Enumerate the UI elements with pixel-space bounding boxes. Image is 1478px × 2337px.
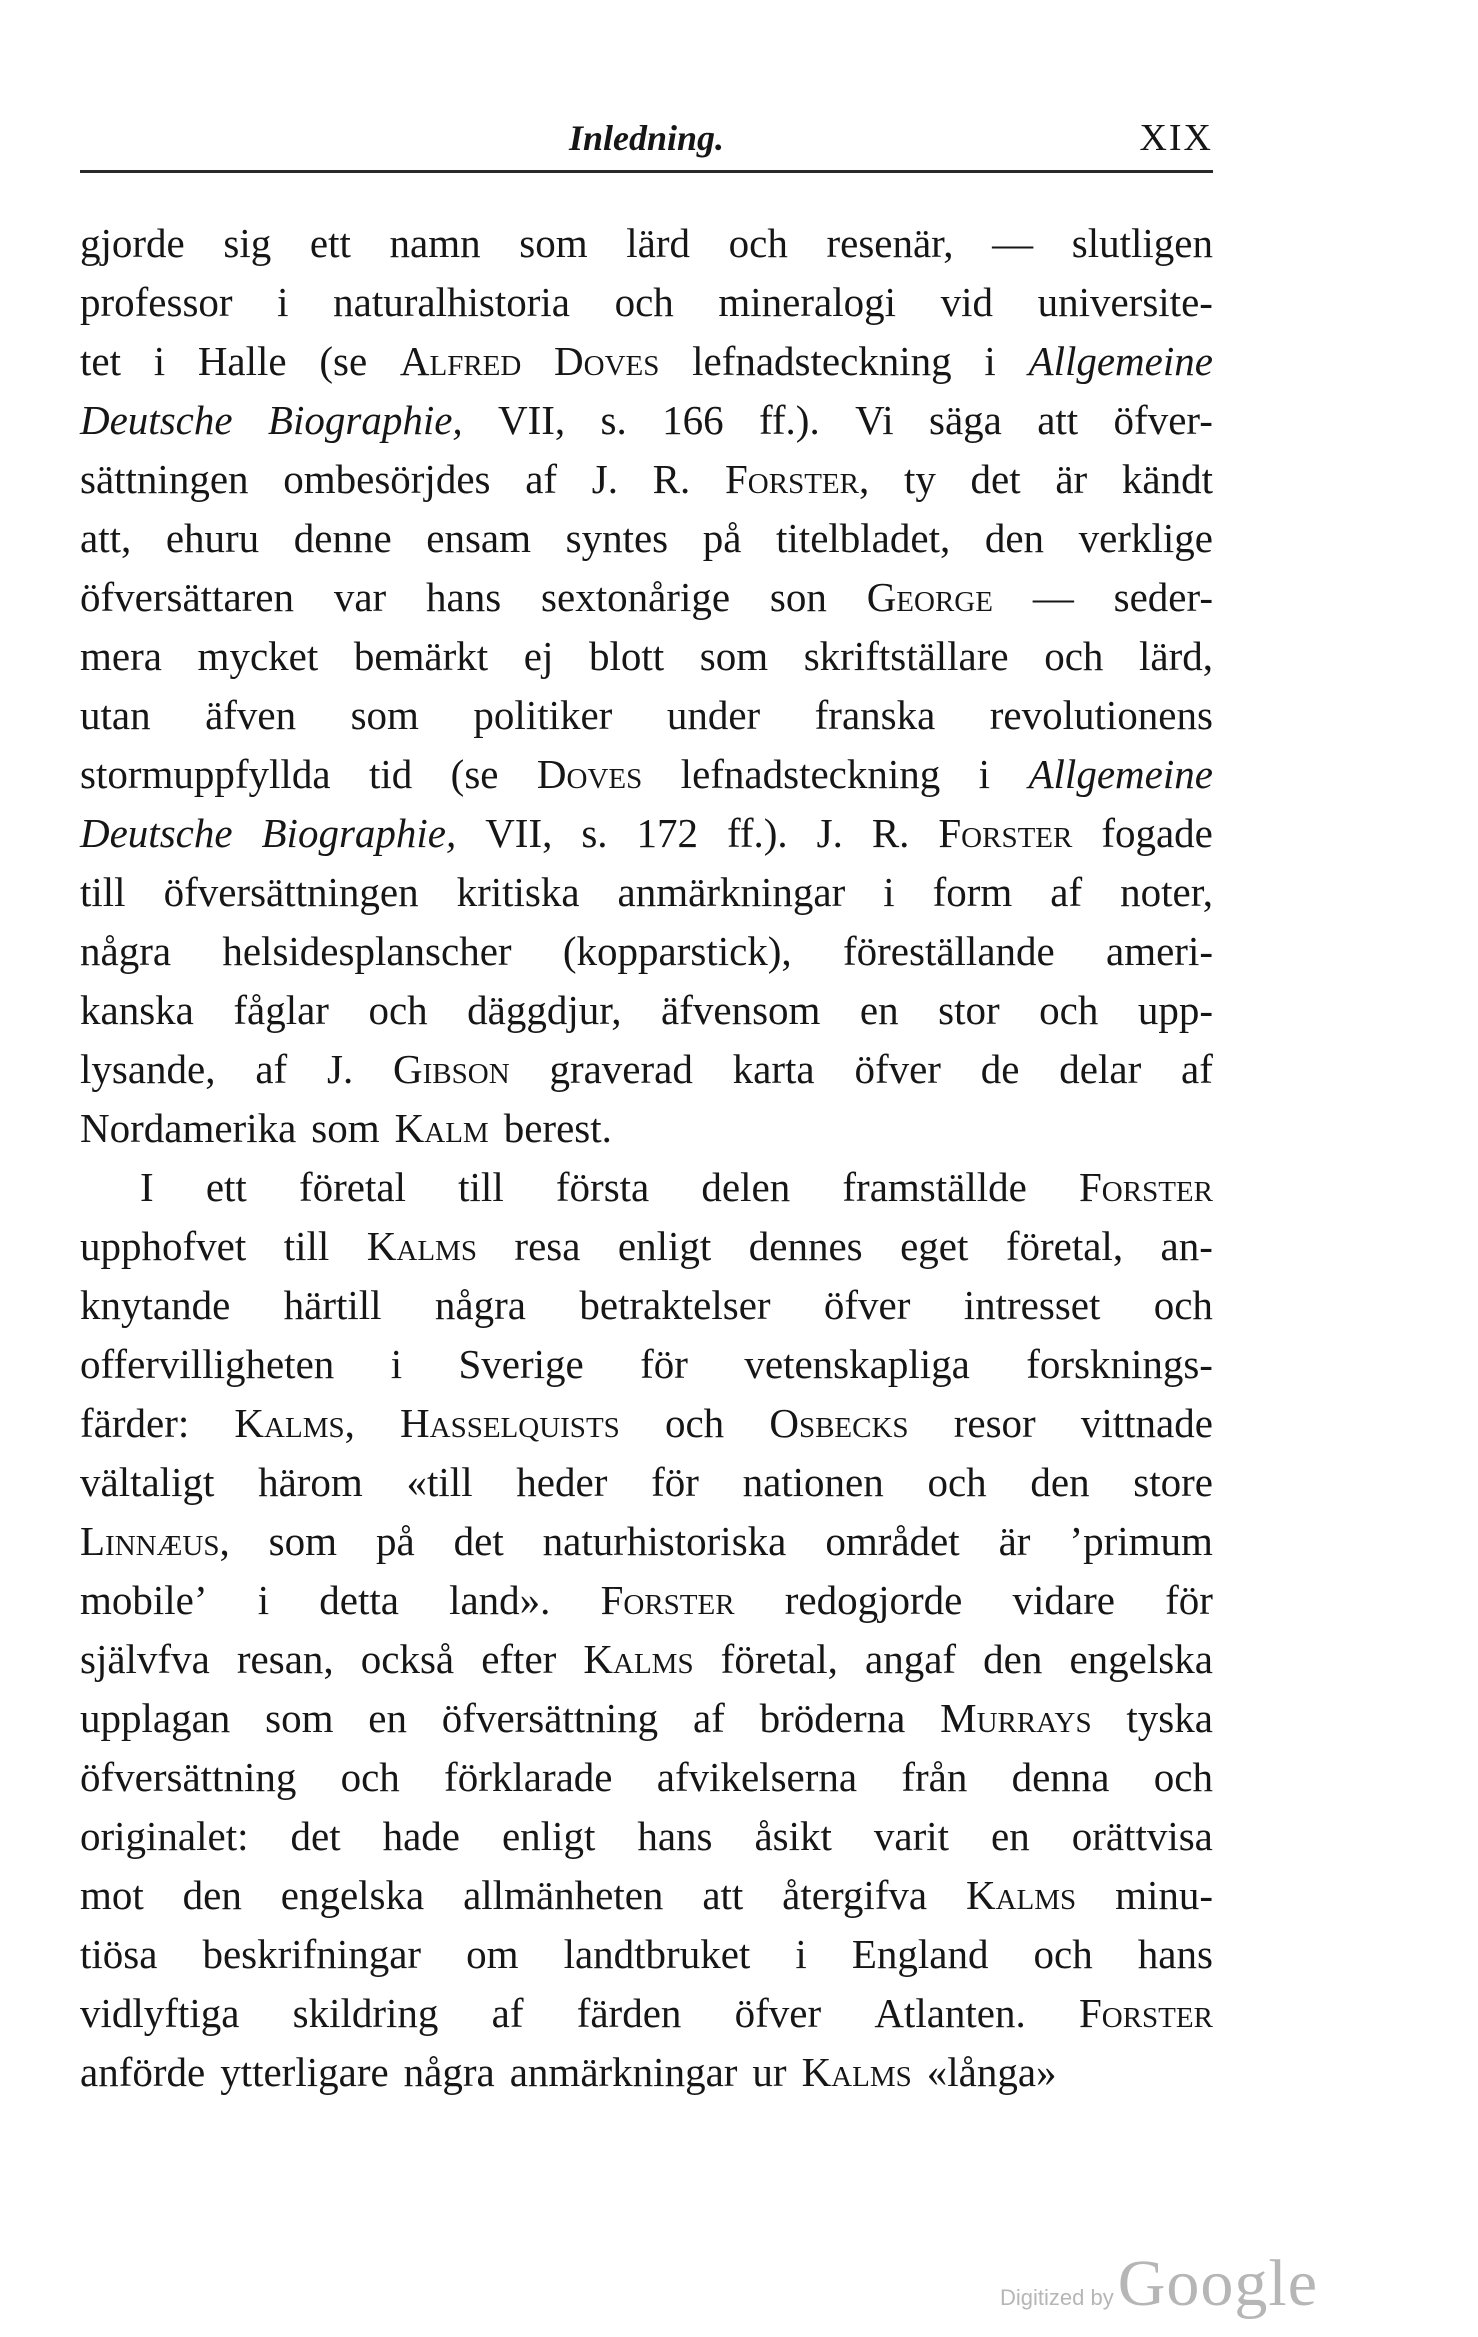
word: vetenskapliga — [744, 1341, 970, 1387]
text-line — [80, 1925, 1213, 1984]
word: Kalms — [966, 1872, 1077, 1918]
word: öfver- — [1113, 397, 1213, 443]
word: ett — [309, 220, 351, 266]
word: vittnade — [1080, 1400, 1213, 1446]
word: ’primum — [1069, 1518, 1213, 1564]
word: Alfred — [399, 338, 522, 384]
word: några — [80, 928, 172, 974]
text-line — [80, 1394, 1213, 1453]
word: området — [825, 1518, 960, 1564]
word: vidare — [1012, 1577, 1115, 1623]
word: engelska — [280, 1872, 425, 1918]
word: beskrifningar — [202, 1931, 422, 1977]
word: föreställande — [842, 928, 1055, 974]
word: och — [1039, 987, 1099, 1033]
word: upplagan — [80, 1695, 231, 1741]
word: mineralogi — [718, 279, 896, 325]
word: en — [368, 1695, 407, 1741]
word: eget — [900, 1223, 969, 1269]
word: (se — [319, 338, 368, 384]
word: professor — [80, 279, 233, 325]
text-line — [80, 627, 1213, 686]
word: Allgemeine — [1028, 751, 1213, 797]
word: son — [769, 574, 827, 620]
word: stormuppfyllda — [80, 751, 331, 797]
word: förklarade — [444, 1754, 613, 1800]
word: af — [491, 1990, 524, 2036]
word: originalet: — [80, 1813, 249, 1859]
word: kändt — [1121, 456, 1213, 502]
word: knytande — [80, 1282, 231, 1328]
word: utan — [80, 692, 151, 738]
word: denne — [293, 515, 392, 561]
word: från — [901, 1754, 968, 1800]
word: fåglar — [233, 987, 329, 1033]
word: VII, — [498, 397, 566, 443]
word: Doves — [554, 338, 660, 384]
text-line — [80, 1571, 1213, 1630]
word: denna — [1011, 1754, 1110, 1800]
word: till — [80, 869, 126, 915]
word: af — [525, 456, 558, 502]
word: Kalms — [366, 1223, 477, 1269]
word: tiösa — [80, 1931, 158, 1977]
word: s. — [581, 810, 608, 856]
word: säga — [928, 397, 1002, 443]
word: en — [991, 1813, 1030, 1859]
word: R. — [871, 810, 910, 856]
word: hans — [426, 574, 502, 620]
word: och — [368, 987, 428, 1033]
word: af — [1050, 869, 1083, 915]
text-line — [80, 332, 1213, 391]
word: 172 — [636, 810, 698, 856]
word: af — [1181, 1046, 1213, 1092]
word: öfver — [823, 1282, 911, 1328]
word: är — [1055, 456, 1088, 502]
word: sättningen — [80, 456, 249, 502]
word: hans — [637, 1813, 713, 1859]
word: anförde — [80, 2049, 206, 2095]
word: form — [932, 869, 1013, 915]
word: resor — [953, 1400, 1036, 1446]
text-line — [80, 450, 1213, 509]
word: härtill — [283, 1282, 382, 1328]
word: i — [257, 1577, 270, 1623]
word: om — [466, 1931, 519, 1977]
word: Biographie, — [261, 810, 457, 856]
word: store — [1133, 1459, 1213, 1505]
word: Murrays — [940, 1695, 1092, 1741]
word: i — [153, 338, 166, 384]
text-line — [80, 804, 1213, 863]
watermark-prefix: Digitized by — [1000, 2285, 1114, 2310]
word: också — [360, 1636, 455, 1682]
digitized-watermark — [1000, 2246, 1318, 2322]
word: till — [458, 1164, 504, 1210]
word: «till — [406, 1459, 473, 1505]
word: de — [980, 1046, 1020, 1092]
word: seder- — [1113, 574, 1213, 620]
google-logo: Google — [1117, 2247, 1319, 2320]
text-line — [80, 568, 1213, 627]
word: s. — [600, 397, 627, 443]
word: I — [140, 1164, 154, 1210]
word: den — [984, 515, 1045, 561]
text-line — [80, 273, 1213, 332]
word: Deutsche — [80, 397, 233, 443]
word: som — [699, 633, 769, 679]
word: bröderna — [759, 1695, 906, 1741]
word: revolutionens — [989, 692, 1213, 738]
word: af — [255, 1046, 288, 1092]
word: bemärkt — [353, 633, 489, 679]
word: anmärkningar — [509, 2049, 738, 2095]
text-line — [80, 214, 1213, 273]
text-line — [80, 509, 1213, 568]
word: lefnadsteckning — [680, 751, 941, 797]
word: sig — [223, 220, 272, 266]
word: syntes — [565, 515, 669, 561]
word: för — [1165, 1577, 1213, 1623]
word: kanska — [80, 987, 194, 1033]
word: några — [403, 2049, 495, 2095]
word: som — [519, 220, 588, 266]
word: återgifva — [782, 1872, 928, 1918]
word: däggdjur, — [467, 987, 622, 1033]
word: J. — [591, 456, 618, 502]
word: i — [978, 751, 991, 797]
word: ensam — [426, 515, 532, 561]
word: skildring — [292, 1990, 439, 2036]
running-title: Inledning. — [568, 118, 725, 158]
word: Osbecks — [769, 1400, 909, 1446]
word: R. — [652, 456, 691, 502]
word: några — [434, 1282, 526, 1328]
word: resa — [514, 1223, 581, 1269]
word: att — [1037, 397, 1079, 443]
word: mot — [80, 1872, 144, 1918]
word: efter — [481, 1636, 557, 1682]
word: den — [983, 1636, 1043, 1682]
word: landtbruket — [563, 1931, 751, 1977]
word: Nordamerika — [80, 1105, 297, 1151]
word: Atlanten. — [874, 1990, 1026, 2036]
word: dennes — [748, 1223, 863, 1269]
word: och — [927, 1459, 987, 1505]
word: och — [1153, 1282, 1213, 1328]
word: vidlyftiga — [80, 1990, 240, 2036]
word: detta — [319, 1577, 399, 1623]
text-line — [80, 1099, 1213, 1158]
word: ty — [903, 456, 936, 502]
word: härom — [258, 1459, 363, 1505]
text-line — [80, 1335, 1213, 1394]
word: öfversättning — [80, 1754, 297, 1800]
word: (kopparstick), — [562, 928, 792, 974]
word: namn — [389, 220, 481, 266]
word: i — [795, 1931, 807, 1977]
word: upphofvet — [80, 1223, 247, 1269]
word: ett — [205, 1164, 247, 1210]
word: Gibson — [393, 1046, 510, 1092]
word: England — [851, 1931, 989, 1977]
word: Deutsche — [80, 810, 233, 856]
word: Vi — [855, 397, 894, 443]
word: naturhistoriska — [542, 1518, 787, 1564]
word: Sverige — [458, 1341, 584, 1387]
word: tid — [368, 751, 413, 797]
page-header — [80, 112, 1213, 172]
word: i — [390, 1341, 403, 1387]
word: Forster, — [724, 456, 870, 502]
word: betraktelser — [579, 1282, 771, 1328]
word: lärd, — [1139, 633, 1213, 679]
word: framställde — [842, 1164, 1027, 1210]
word: att, — [80, 515, 132, 561]
word: på — [375, 1518, 415, 1564]
word: Allgemeine — [1028, 338, 1213, 384]
word: mobile’ — [80, 1577, 208, 1623]
word: Kalms — [583, 1636, 694, 1682]
word: i — [883, 869, 895, 915]
word: öfversättaren — [80, 574, 294, 620]
word: varit — [873, 1813, 950, 1859]
word: enligt — [501, 1813, 596, 1859]
word: det — [290, 1813, 341, 1859]
word: för — [640, 1341, 688, 1387]
word: verklige — [1078, 515, 1213, 561]
word: Halle — [197, 338, 287, 384]
word: blott — [588, 633, 665, 679]
word: äfvensom — [661, 987, 821, 1033]
word: mycket — [197, 633, 319, 679]
word: offervilligheten — [80, 1341, 335, 1387]
word: kritiska — [456, 869, 580, 915]
word: intresset — [963, 1282, 1101, 1328]
text-line — [80, 1453, 1213, 1512]
word: öfversättningen — [163, 869, 419, 915]
word: på — [702, 515, 742, 561]
text-line — [80, 1866, 1213, 1925]
word: Biographie, — [267, 397, 463, 443]
word: vältaligt — [80, 1459, 215, 1505]
word: allmänheten — [463, 1872, 664, 1918]
word: Forster — [600, 1577, 735, 1623]
word: vid — [940, 279, 993, 325]
text-line — [80, 1748, 1213, 1807]
word: och — [1033, 1931, 1093, 1977]
word: graverad — [549, 1046, 693, 1092]
word: som — [265, 1695, 334, 1741]
word: det — [970, 456, 1021, 502]
word: åsikt — [754, 1813, 832, 1859]
word: det — [453, 1518, 504, 1564]
word: delar — [1059, 1046, 1142, 1092]
word: George — [866, 574, 993, 620]
word: afvikelserna — [656, 1754, 858, 1800]
word: i — [984, 338, 996, 384]
text-line — [80, 1807, 1213, 1866]
word: Forster — [1078, 1164, 1213, 1210]
word: ombesörjdes — [283, 456, 491, 502]
word: fogade — [1101, 810, 1213, 856]
word: — — [1032, 574, 1074, 620]
word: slutligen — [1071, 220, 1213, 266]
word: var — [333, 574, 387, 620]
word: anmärkningar — [617, 869, 846, 915]
text-line — [80, 2043, 1213, 2102]
word: Kalms — [801, 2049, 912, 2095]
word: öfver — [854, 1046, 941, 1092]
word: öfversättning — [441, 1695, 659, 1741]
word: berest. — [503, 1105, 612, 1151]
word: den — [1030, 1459, 1090, 1505]
word: och — [1153, 1754, 1213, 1800]
word: att — [702, 1872, 744, 1918]
word: färden — [576, 1990, 682, 2036]
word: karta — [732, 1046, 815, 1092]
word: VII, — [485, 810, 553, 856]
word: angaf — [865, 1636, 957, 1682]
word: ur — [752, 2049, 787, 2095]
word: lärd — [626, 220, 690, 266]
word: som — [350, 692, 419, 738]
word: för — [651, 1459, 699, 1505]
word: ehuru — [165, 515, 260, 561]
word: helsidesplanscher — [222, 928, 512, 974]
text-line — [80, 1689, 1213, 1748]
word: öfver — [734, 1990, 822, 2036]
word: Doves — [536, 751, 643, 797]
word: Hasselquists — [400, 1400, 620, 1446]
word: upp- — [1137, 987, 1213, 1033]
word: stor — [938, 987, 1000, 1033]
text-line — [80, 1512, 1213, 1571]
text-line — [80, 1040, 1213, 1099]
word: naturalhistoria — [333, 279, 570, 325]
header-rule — [80, 170, 1213, 173]
word: som — [311, 1105, 380, 1151]
word: och — [1044, 633, 1104, 679]
text-line — [80, 686, 1213, 745]
word: gjorde — [80, 220, 185, 266]
word: titelbladet, — [776, 515, 951, 561]
word: och — [664, 1400, 725, 1446]
word: till — [283, 1223, 330, 1269]
word: företal, — [720, 1636, 838, 1682]
word: den — [182, 1872, 242, 1918]
text-line — [80, 1630, 1213, 1689]
word: ameri- — [1106, 928, 1213, 974]
word: Forster — [1078, 1990, 1213, 2036]
word: minu- — [1115, 1872, 1213, 1918]
word: första — [555, 1164, 650, 1210]
word: lefnadsteckning — [692, 338, 952, 384]
word: färder: — [80, 1400, 190, 1446]
word: företal — [298, 1164, 406, 1210]
text-line — [80, 863, 1213, 922]
word: delen — [701, 1164, 791, 1210]
word: som — [268, 1518, 338, 1564]
word: ff.). — [758, 397, 820, 443]
word: af — [692, 1695, 725, 1741]
word: i — [277, 279, 289, 325]
body-text — [80, 214, 1213, 2102]
text-line — [80, 745, 1213, 804]
word: är — [998, 1518, 1031, 1564]
word: mera — [80, 633, 162, 679]
word: J. — [816, 810, 843, 856]
text-line — [80, 922, 1213, 981]
word: under — [666, 692, 761, 738]
word: Linnæus, — [80, 1518, 230, 1564]
word: engelska — [1069, 1636, 1213, 1682]
word: redogjorde — [784, 1577, 963, 1623]
word: skriftställare — [803, 633, 1009, 679]
word: an- — [1160, 1223, 1213, 1269]
text-line — [80, 1217, 1213, 1276]
word: land». — [449, 1577, 551, 1623]
word: äfven — [205, 692, 297, 738]
word: enligt — [617, 1223, 712, 1269]
word: tyska — [1126, 1695, 1213, 1741]
word: resenär, — [826, 220, 954, 266]
word: ej — [523, 633, 554, 679]
word: och — [614, 279, 674, 325]
text-line — [80, 1276, 1213, 1335]
word: hade — [382, 1813, 460, 1859]
word: Kalm — [394, 1105, 489, 1151]
word: ff.). — [726, 810, 788, 856]
word: tet — [80, 338, 121, 384]
text-line — [80, 1984, 1213, 2043]
word: företal, — [1005, 1223, 1124, 1269]
word: — — [992, 220, 1034, 266]
word: Kalms, — [234, 1400, 355, 1446]
page-number: XIX — [1139, 117, 1213, 159]
word: forsknings- — [1026, 1341, 1213, 1387]
word: universite- — [1037, 279, 1213, 325]
word: nationen — [742, 1459, 884, 1505]
word: politiker — [473, 692, 613, 738]
word: «långa» — [926, 2049, 1057, 2095]
word: noter, — [1120, 869, 1213, 915]
word: resan, — [236, 1636, 334, 1682]
text-line — [80, 391, 1213, 450]
word: heder — [516, 1459, 608, 1505]
word: och — [340, 1754, 400, 1800]
text-line — [80, 981, 1213, 1040]
word: Forster — [938, 810, 1073, 856]
word: orättvisa — [1071, 1813, 1213, 1859]
word: en — [859, 987, 899, 1033]
word: franska — [814, 692, 936, 738]
word: lysande, — [80, 1046, 216, 1092]
word: ytterligare — [220, 2049, 389, 2095]
word: och — [728, 220, 788, 266]
word: 166 — [662, 397, 724, 443]
word: (se — [450, 751, 499, 797]
word: hans — [1137, 1931, 1213, 1977]
word: J. — [326, 1046, 354, 1092]
word: sextonårige — [541, 574, 731, 620]
text-line — [80, 1158, 1213, 1217]
word: självfva — [80, 1636, 210, 1682]
